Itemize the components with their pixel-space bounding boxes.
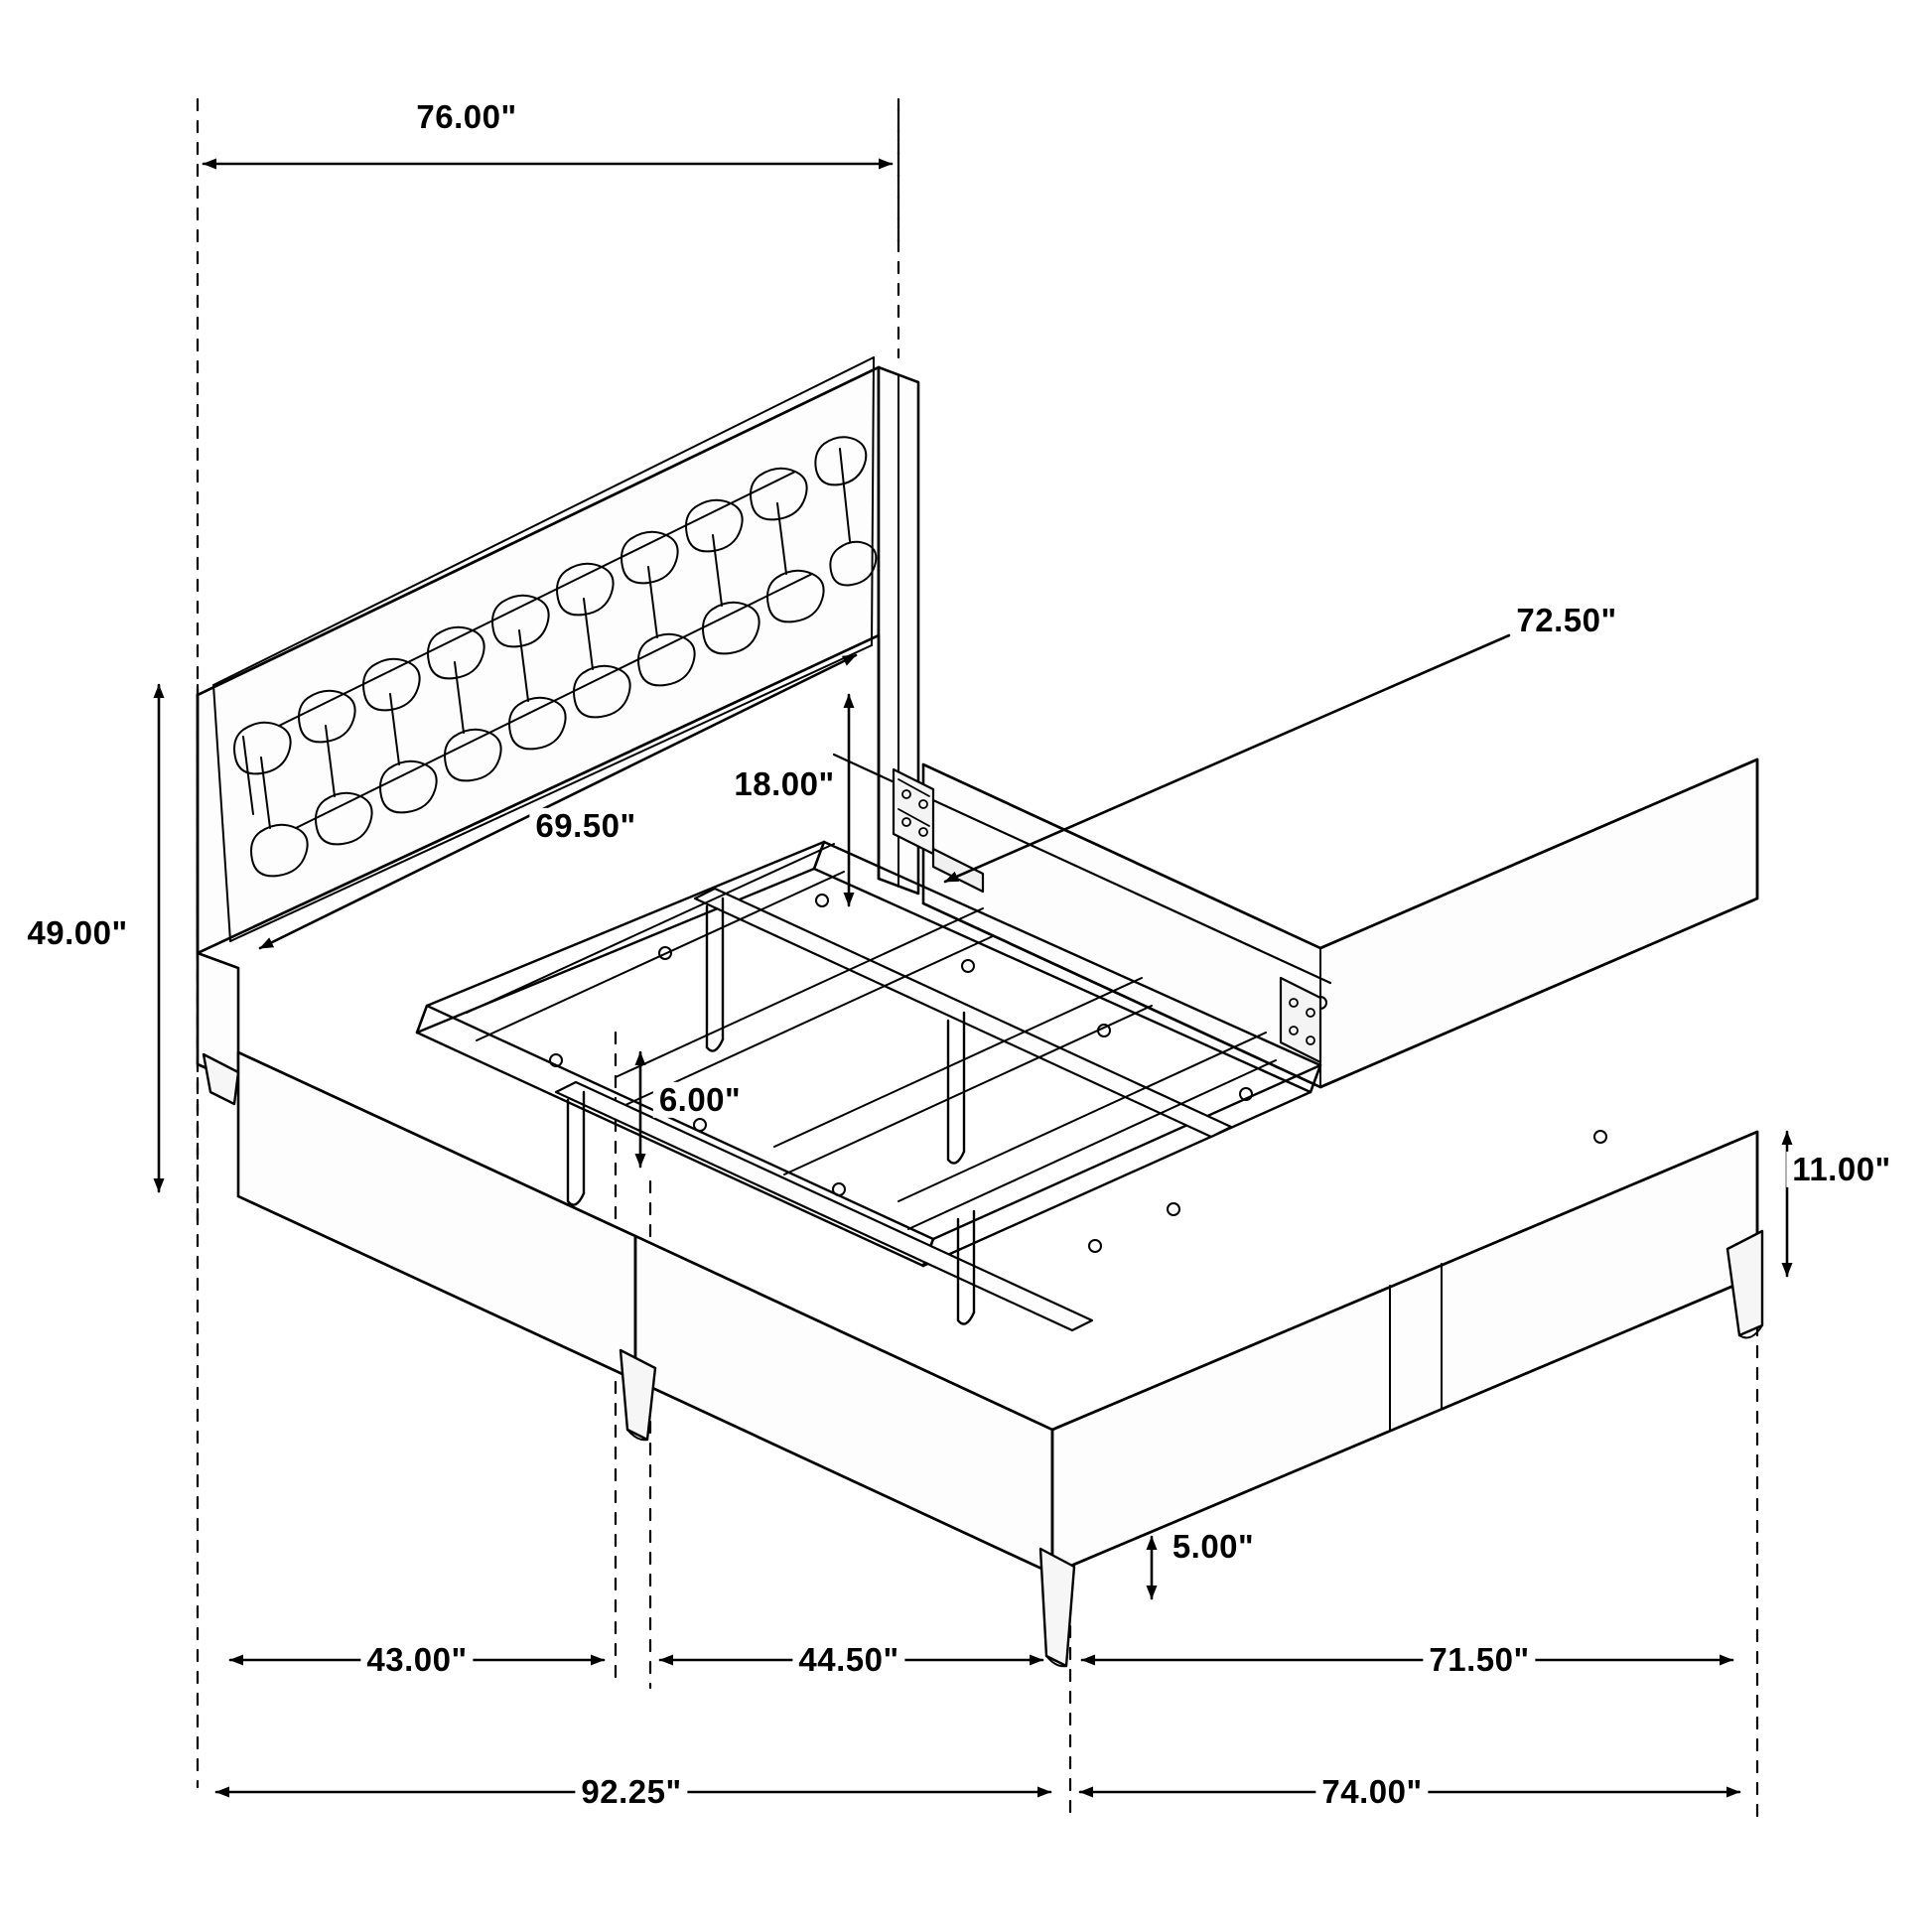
dimension-label-slat-clearance: 6.00"	[653, 1082, 747, 1118]
dimension-label-frame-inner-width: 72.50"	[1510, 603, 1622, 638]
dimension-label-segment-71-5: 71.50"	[1423, 1642, 1535, 1678]
dimension-label-segment-44-5: 44.50"	[792, 1642, 904, 1678]
dimension-label-segment-43: 43.00"	[360, 1642, 473, 1678]
dimension-label-leg-height: 5.00"	[1167, 1529, 1260, 1565]
dimension-label-overall-length-92-25: 92.25"	[575, 1774, 687, 1810]
dimension-label-headboard-panel-height: 18.00"	[728, 766, 840, 802]
dimension-label-overall-width-top: 76.00"	[410, 99, 522, 135]
dimension-label-overall-length-74: 74.00"	[1315, 1774, 1428, 1810]
dimension-label-headboard-height: 49.00"	[21, 915, 133, 951]
dimension-label-deck-height: 11.00"	[1786, 1152, 1896, 1187]
dimension-label-headboard-panel-width: 69.50"	[529, 808, 641, 844]
